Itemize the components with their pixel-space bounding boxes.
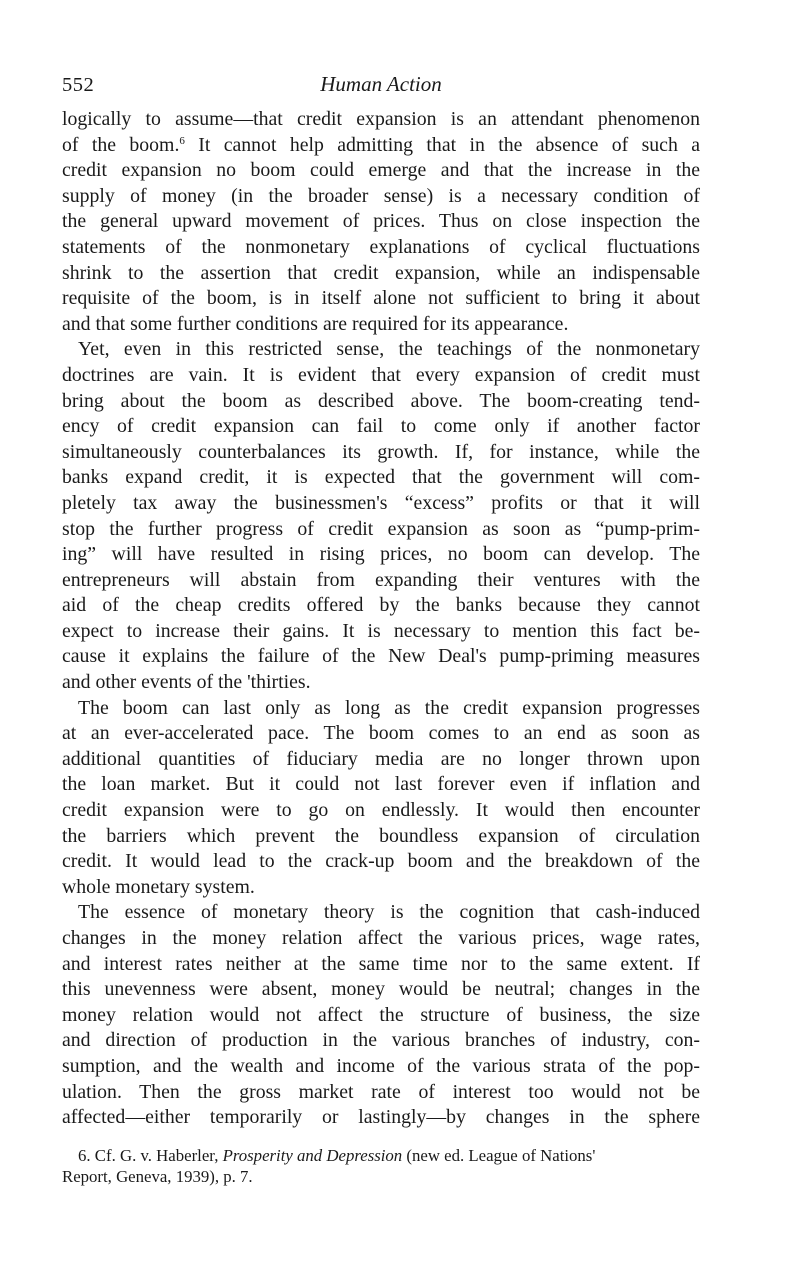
text-line: logically to assume—that credit expansion is an attendant phenomenon [62, 108, 700, 130]
paragraph-2 [62, 337, 700, 695]
text-line: statements of the nonmonetary explanations of cyclical fluctuations [62, 235, 700, 258]
text-line: pletely tax away the businessmen's “excess” profits or that it will [62, 491, 700, 514]
text-line: doctrines are vain. It is evident that every expansion of credit must [62, 363, 700, 386]
text-line: ing” will have resulted in rising prices, no boom can develop. The [62, 543, 700, 566]
text-line: cause it explains the failure of the New Deal's pump-priming measures [62, 645, 700, 668]
text-line: the general upward movement of prices. Thus on close inspection the [62, 210, 700, 233]
footnote-cited-title: Prosperity and Depression [222, 1145, 403, 1165]
running-head [62, 70, 700, 100]
text-line: this unevenness were absent, money would be neutral; changes in the [62, 978, 700, 1001]
text-line: The boom can last only as long as the credit expansion progresses [78, 696, 700, 719]
footnote-text: (new ed. League of Nations' [406, 1145, 596, 1165]
text-line: the barriers which prevent the boundless expansion of circulation [62, 824, 700, 847]
text-line: aid of the cheap credits offered by the banks because they cannot [62, 594, 700, 617]
text-line: expect to increase their gains. It is necessary to mention this fact be- [62, 619, 700, 642]
text-line [62, 133, 700, 159]
text-line: and direction of production in the various branches of industry, con- [62, 1029, 700, 1052]
text-line: requisite of the boom, is in itself alone not sufficient to bring it about [62, 287, 700, 310]
text-line: and other events of the 'thirties. [62, 671, 311, 694]
text-line: credit. It would lead to the crack-up boom and the breakdown of the [62, 850, 700, 873]
paragraph-4 [62, 900, 700, 1130]
text-line: shrink to the assertion that credit expansion, while an indispensable [62, 261, 700, 284]
text-line: and interest rates neither at the same time nor to the same extent. If [62, 952, 700, 975]
text-line: the loan market. But it could not last forever even if inflation and [62, 773, 700, 796]
paragraph-1 [62, 107, 700, 337]
text-line: money relation would not affect the structure of business, the size [62, 1003, 700, 1026]
footnote-line: Report, Geneva, 1939), p. 7. [62, 1166, 253, 1186]
text-line: banks expand credit, it is expected that the government will com- [62, 466, 700, 489]
text-line: additional quantities of fiduciary media are no longer thrown upon [62, 747, 700, 770]
text-line: The essence of monetary theory is the cognition that cash-induced [78, 901, 700, 924]
page-number: 552 [62, 74, 95, 96]
text-line: credit expansion were to go on endlessly. It would then encounter [62, 799, 700, 822]
text-line: ency of credit expansion can fail to come only if another factor [62, 415, 700, 438]
text-line: supply of money (in the broader sense) is a necessary condition of [62, 184, 700, 207]
text-fragment: of the boom. [62, 133, 180, 156]
text-line: at an ever-accelerated pace. The boom comes to an end as soon as [62, 722, 700, 745]
text-line: whole monetary system. [62, 875, 255, 898]
text-line: changes in the money relation affect the various prices, wage rates, [62, 927, 700, 949]
footnote-number: 6. [78, 1145, 91, 1165]
text-fragment: It cannot help admitting that in the absence of such a [198, 133, 700, 156]
text-line: affected—either temporarily or lastingly—by changes in the sphere [62, 1106, 700, 1129]
text-line: credit expansion no boom could emerge and that the increase in the [62, 159, 700, 182]
footnote-line [62, 1145, 700, 1166]
footnote [62, 1145, 700, 1187]
text-line: bring about the boom as described above. The boom-creating tend- [62, 389, 700, 412]
paragraph-3 [62, 696, 700, 901]
text-line: sumption, and the wealth and income of the various strata of the pop- [62, 1054, 700, 1077]
text-line: simultaneously counterbalances its growth. If, for instance, while the [62, 440, 700, 463]
text-line: stop the further progress of credit expansion as soon as “pump-prim- [62, 517, 700, 540]
footnote-reference[interactable]: 6 [179, 134, 185, 147]
text-line: entrepreneurs will abstain from expanding their ventures with the [62, 568, 700, 591]
text-line: ulation. Then the gross market rate of interest too would not be [62, 1080, 700, 1103]
footnote-text: Cf. G. v. Haberler, [94, 1145, 219, 1165]
body-text [62, 107, 700, 1131]
book-title: Human Action [320, 72, 442, 96]
text-line: and that some further conditions are required for its appearance. [62, 312, 569, 335]
text-line: Yet, even in this restricted sense, the teachings of the nonmonetary [78, 338, 700, 361]
book-page [62, 70, 700, 1187]
